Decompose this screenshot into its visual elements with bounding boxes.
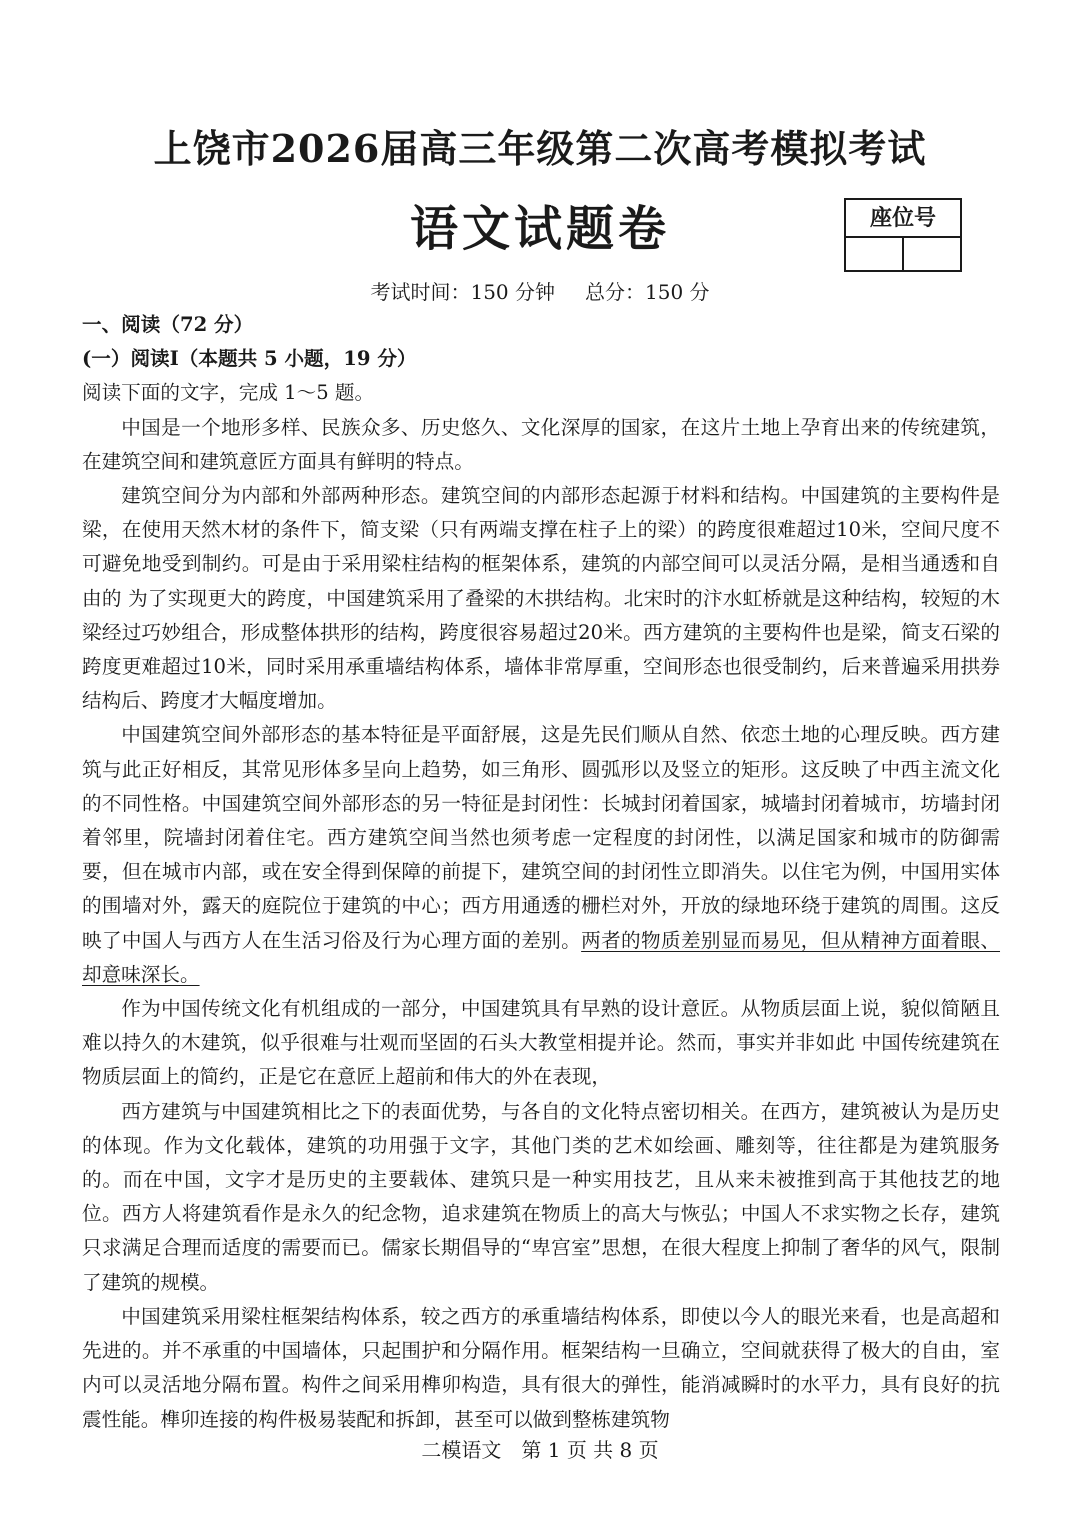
exam-info [0,276,1080,305]
passage-paragraph: 中国是一个地形多样、民族众多、历史悠久、文化深厚的国家，在这片土地上孕育出来的传统建筑，在建筑空间和建筑意匠方面具有鲜明的特点。 [82,415,1000,473]
paper-subtitle: 语文试题卷 [409,201,670,257]
exam-time: 考试时间：150 分钟 [370,280,555,304]
seat-number-cells [846,238,960,272]
seat-number-cell [846,238,902,272]
seat-number-cell [902,238,960,272]
passage-paragraph: 中国建筑采用梁柱框架结构体系，较之西方的承重墙结构体系，即使以今人的眼光来看，也是高超和先进的。并不承重的中国墙体，只起围护和分隔作用。框架结构一旦确立，空间就获得了极大的自由，室内可以灵活地分隔布置。构件之间采用榫卯构造，具有很大的弹性，能消减瞬时的水平力，具有良好的抗震性能。榫卯连接的构件极易装配和拆卸，甚至可以做到整栋建筑物 [82,1304,1000,1431]
underlined-sentence: 两者的物质差别显而易见，但从精神方面着眼、却意味深长。 [82,928,1001,986]
passage-paragraph [82,718,1000,992]
passage-paragraph: 西方建筑与中国建筑相比之下的表面优势，与各自的文化特点密切相关。在西方，建筑被认为是历史的体现。作为文化载体，建筑的功用强于文字，其他门类的艺术如绘画、雕刻等，往往都是为建筑服务的。而在中国，文字才是历史的主要载体、建筑只是一种实用技艺，且从来未被推到高于其他技艺的地位。西方人将建筑看作是永久的纪念物，追求建筑在物质上的高大与恢弘；中国人不求实物之长存，建筑只求满足合理而适度的需要而已。儒家长期倡导的“卑宫室”思想，在很大程度上抑制了奢华的风气，限制了建筑的规模。 [82,1099,1000,1294]
reading-instruction: 阅读下面的文字，完成 1～5 题。 [82,381,375,405]
exam-content [82,308,1000,1437]
page-footer: 二模语文 第 1 页 共 8 页 [421,1438,659,1462]
subsection-title: (一）阅读Ⅰ（本题共 5 小题，19 分） [82,347,417,371]
total-score: 总分：150 分 [585,280,710,304]
section-title: 一、阅读（72 分） [82,313,254,336]
seat-number-label: 座位号 [846,200,960,238]
seat-number-box [844,198,962,272]
exam-title: 上饶市2026届高三年级第二次高考模拟考试 [153,126,927,171]
passage-paragraph: 作为中国传统文化有机组成的一部分，中国建筑具有早熟的设计意匠。从物质层面上说，貌似简陋且难以持久的木建筑，似乎很难与壮观而坚固的石头大教堂相提并论。然而，事实并非如此 中国传统建筑在物质层面上的简约，正是它在意匠上超前和伟大的外在表现， [82,997,1000,1089]
passage-paragraph: 建筑空间分为内部和外部两种形态。建筑空间的内部形态起源于材料和结构。中国建筑的主要构件是梁，在使用天然木材的条件下，简支梁（只有两端支撑在柱子上的梁）的跨度很难超过10米，空间尺度不可避免地受到制约。可是由于采用梁柱结构的框架体系，建筑的内部空间可以灵活分隔，是相当通透和自由的 为了实现更大的跨度，中国建筑采用了叠梁的木拱结构。北宋时的汴水虹桥就是这种结构，较短的木梁经过巧妙组合，形成整体拱形的结构，跨度很容易超过20米。西方建筑的主要构件也是梁，简支石梁的跨度更难超过10米，同时采用承重墙结构体系，墙体非常厚重，空间形态也很受制约，后来普遍采用拱券结构后、跨度才大幅度增加。 [82,484,1000,713]
paragraph-text: 中国建筑空间外部形态的基本特征是平面舒展，这是先民们顺从自然、依恋土地的心理反映。西方建筑与此正好相反，其常见形体多呈向上趋势，如三角形、圆弧形以及竖立的矩形。这反映了中西主流文化的不同性格。中国建筑空间外部形态的另一特征是封闭性：长城封闭着国家，城墙封闭着城市，坊墙封闭着邻里，院墙封闭着住宅。西方建筑空间当然也须考虑一定程度的封闭性，以满足国家和城市的防御需要，但在城市内部，或在安全得到保障的前提下，建筑空间的封闭性立即消失。以住宅为例，中国用实体的围墙对外，露天的庭院位于建筑的中心；西方用通透的栅栏对外，开放的绿地环绕于建筑的周围。这反映了中国人与西方人在生活习俗及行为心理方面的差别。 [82,723,1000,952]
